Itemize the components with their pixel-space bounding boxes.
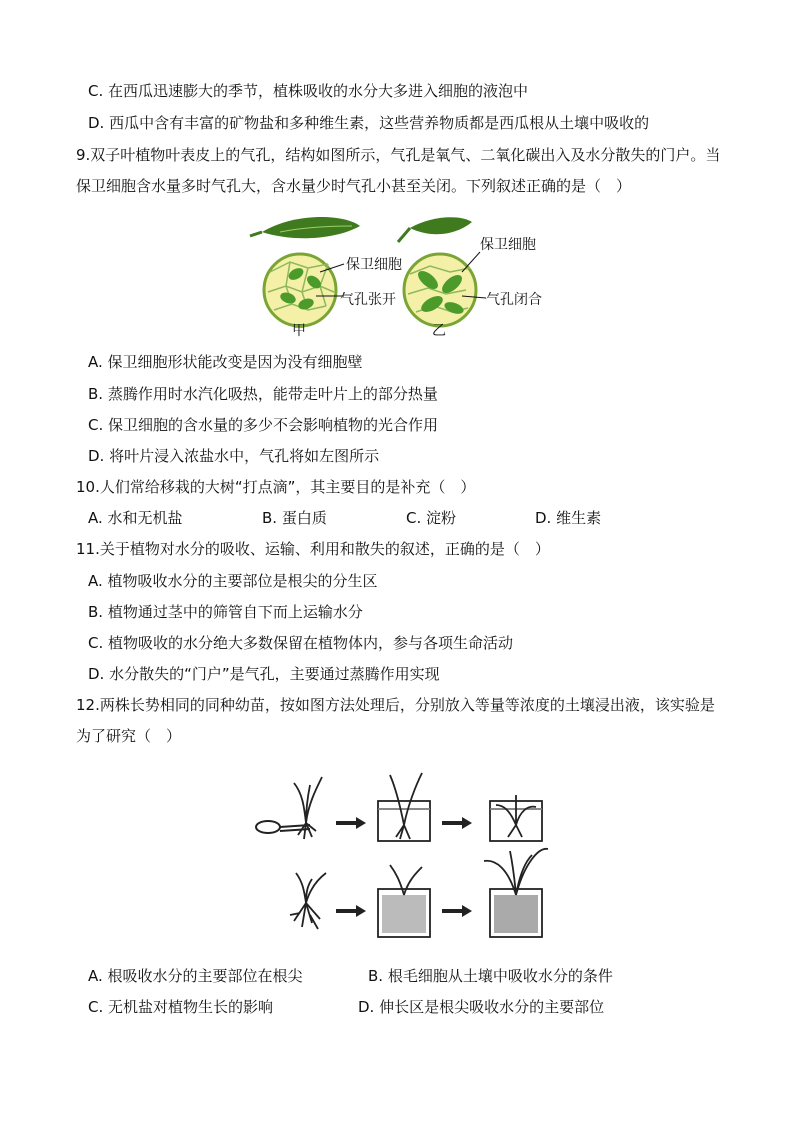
beaker-2b-icon <box>484 849 548 937</box>
left-guard-cell-label: 保卫细胞 <box>346 257 402 273</box>
q12-option-d: D. 伸长区是根尖吸收水分的主要部位 <box>358 998 605 1016</box>
q11-option-b: B. 植物通过茎中的筛管自下而上运输水分 <box>88 603 363 621</box>
q10-option-a: A. 水和无机盐 <box>88 509 183 527</box>
arrow-icon <box>336 905 366 917</box>
q10-option-c: C. 淀粉 <box>406 509 457 527</box>
q11-option-c: C. 植物吸收的水分绝大多数保留在植物体内，参与各项生命活动 <box>88 634 514 652</box>
arrow-icon <box>336 817 366 829</box>
seedling-experiment-figure <box>250 765 550 950</box>
stomata-open-circle <box>264 254 344 326</box>
right-guard-cell-label: 保卫细胞 <box>480 237 536 253</box>
q12-option-a: A. 根吸收水分的主要部位在根尖 <box>88 967 303 985</box>
arrow-icon <box>442 817 472 829</box>
q10-option-d: D. 维生素 <box>535 509 602 527</box>
beaker-2a-icon <box>378 865 430 937</box>
right-leaf-icon <box>398 217 472 242</box>
left-stomata-open-label: 气孔张开 <box>340 292 396 308</box>
q10-option-b: B. 蛋白质 <box>262 509 327 527</box>
stomata-closed-circle <box>404 252 486 326</box>
q11-option-a: A. 植物吸收水分的主要部位是根尖的分生区 <box>88 572 378 590</box>
q12-option-c: C. 无机盐对植物生长的影响 <box>88 998 274 1016</box>
q11-option-d: D. 水分散失的“门户”是气孔，主要通过蒸腾作用实现 <box>88 665 440 683</box>
option-d-prev: D. 西瓜中含有丰富的矿物盐和多种维生素，这些营养物质都是西瓜根从土壤中吸收的 <box>88 114 650 132</box>
question-12-stem: 12.两株长势相同的同种幼苗，按如图方法处理后，分别放入等量等浓度的土壤浸出液，该实验是为了研究（ ） <box>76 696 715 745</box>
q12-option-b: B. 根毛细胞从土壤中吸收水分的条件 <box>368 967 613 985</box>
stomata-figure <box>240 212 560 342</box>
question-10-stem: 10.人们常给移栽的大树“打点滴”，其主要目的是补充（ ） <box>76 478 476 496</box>
question-11-stem: 11.关于植物对水分的吸收、运输、利用和散失的叙述，正确的是（ ） <box>76 540 550 558</box>
right-caption: 乙 <box>432 323 446 339</box>
right-stomata-closed-label: 气孔闭合 <box>486 292 542 308</box>
q9-option-b: B. 蒸腾作用时水汽化吸热，能带走叶片上的部分热量 <box>88 385 438 403</box>
q9-option-a: A. 保卫细胞形状能改变是因为没有细胞壁 <box>88 353 363 371</box>
q9-option-d: D. 将叶片浸入浓盐水中，气孔将如左图所示 <box>88 447 380 465</box>
left-caption: 甲 <box>292 323 306 339</box>
left-leaf-icon <box>250 217 360 238</box>
seedling-2a-icon <box>290 873 326 929</box>
beaker-1b-icon <box>490 795 542 841</box>
option-c-prev: C. 在西瓜迅速膨大的季节，植株吸收的水分大多进入细胞的液泡中 <box>88 82 529 100</box>
scissors-icon <box>256 821 310 833</box>
arrow-icon <box>442 905 472 917</box>
beaker-1a-icon <box>378 773 430 841</box>
question-9-stem: 9.双子叶植物叶表皮上的气孔，结构如图所示，气孔是氧气、二氧化碳出入及水分散失的门户。当保卫细胞含水量多时气孔大，含水量少时气孔小甚至关闭。下列叙述正确的是（ ） <box>76 146 721 195</box>
q9-option-c: C. 保卫细胞的含水量的多少不会影响植物的光合作用 <box>88 416 439 434</box>
